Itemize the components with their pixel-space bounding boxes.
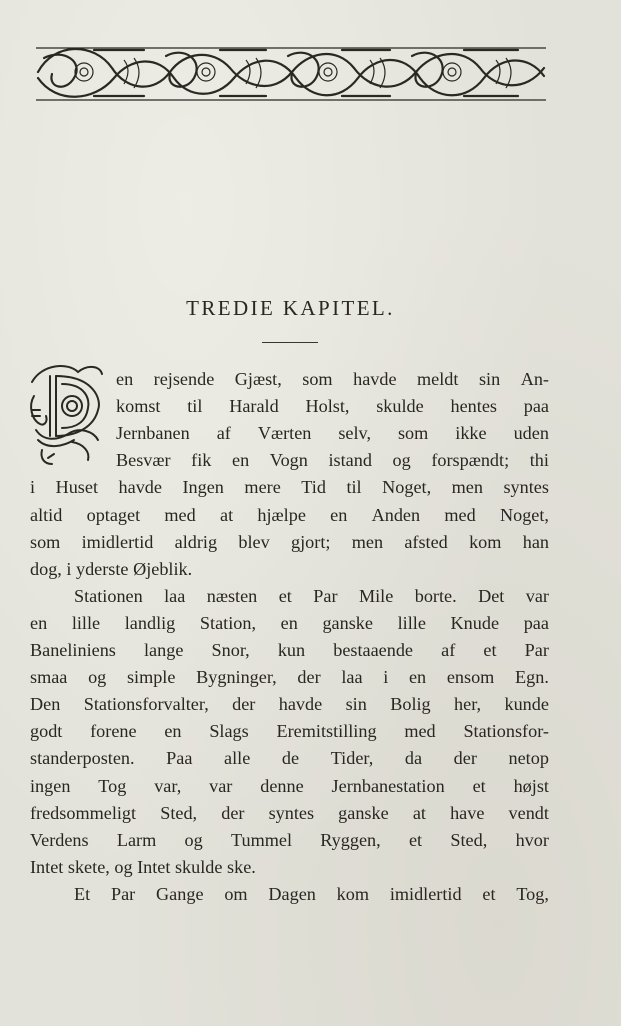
text-line: fredsommeligt Sted, der syntes ganske at have vendt: [30, 802, 549, 823]
text-line: en lille landlig Station, en ganske lille Knude paa: [30, 612, 549, 633]
text-line: Intet skete, og Intet skulde ske.: [30, 856, 256, 877]
text-line: som imidlertid aldrig blev gjort; men afsted kom han: [30, 531, 549, 552]
text-line: Et Par Gange om Dagen kom imidlertid et Tog,: [74, 883, 549, 904]
text-line: Verdens Larm og Tummel Ryggen, et Sted, hvor: [30, 829, 549, 850]
text-line: en rejsende Gjæst, som havde meldt sin An-: [116, 369, 549, 389]
title-divider: [262, 342, 318, 343]
text-line: Stationen laa næsten et Par Mile borte. Det var: [74, 585, 549, 606]
text-line: Den Stationsforvalter, der havde sin Bolig her, kunde: [30, 694, 549, 715]
text-line: i Huset havde Ingen mere Tid til Noget, men syntes: [30, 477, 549, 498]
text-line: Jernbanen af Værten selv, som ikke uden: [116, 423, 549, 444]
interlaced-dragon-headpiece-icon: [34, 38, 548, 106]
text-line: komst til Harald Holst, skulde hentes paa: [116, 396, 549, 417]
text-line: smaa og simple Bygninger, der laa i en ensom Egn.: [30, 667, 549, 688]
text-line: godt forene en Slags Eremitstilling med Stationsfor-: [30, 721, 549, 742]
chapter-title: TREDIE KAPITEL.: [186, 296, 395, 320]
text-line: Besvær fik en Vogn istand og forspændt; thi: [116, 450, 549, 471]
text-line: altid optaget med at hjælpe en Anden med Noget,: [30, 504, 549, 525]
text-line: dog, i yderste Øjeblik.: [30, 558, 193, 579]
ornamental-initial-D-icon: [28, 360, 108, 470]
text-line: Baneliniens lange Snor, kun bestaaende af et Par: [30, 640, 549, 660]
text-line: standerposten. Paa alle de Tider, da der netop: [30, 748, 549, 769]
text-line: ingen Tog var, var denne Jernbanestation et højst: [30, 775, 549, 796]
